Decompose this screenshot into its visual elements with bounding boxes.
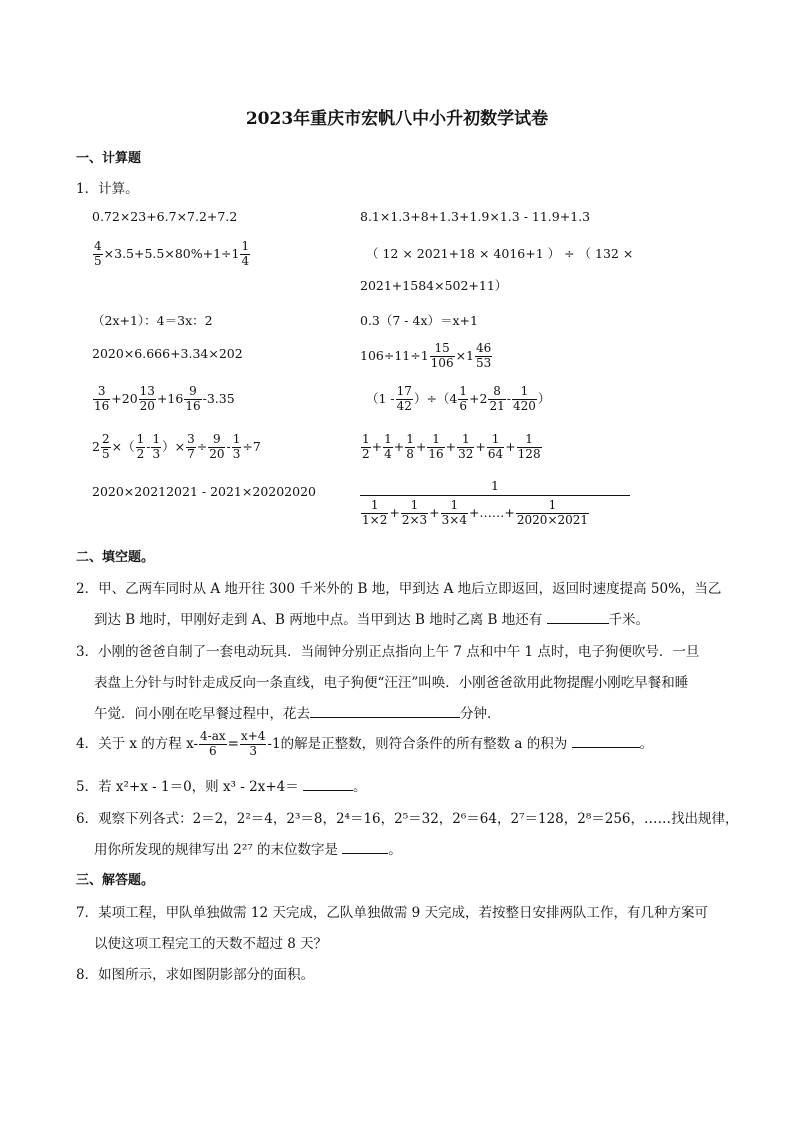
question-4: 4．关于 x 的方程 x- $\frac{4-ax}{6}$ = $\frac{x+4}{3}$ -1的解是正整数，则符合条件的所有整数 a 的积为 。: [76, 729, 653, 758]
fraction: $\frac{4}{5}$: [94, 239, 102, 268]
question-7-line1: 7．某项工程，甲队单独做需 12 天完成，乙队单独做需 9 天完成，若按整日安排两队工作，有几种方案可: [76, 905, 709, 921]
fraction: $\frac{46}{53}$: [476, 341, 492, 370]
question-2-line2: 到达 B 地时，甲刚好走到 A、B 两地中点。当甲到达 B 地时乙离 B 地还有 千米。: [94, 612, 650, 628]
q1-right-expr-c: 0.3（7 - 4x）＝x+1: [360, 313, 478, 328]
fraction-bar: [360, 495, 630, 496]
fraction: $\frac{1}{4}$: [241, 239, 250, 268]
fraction: $\frac{2}{5}$: [101, 432, 110, 461]
q1-left-expr-g: 2020×20212021 - 2021×20202020: [92, 484, 316, 499]
question-6-line1: 6．观察下列各式：2＝2，2²＝4，2³＝8，2⁴＝16，2⁵＝32，2⁶＝64，2⁷＝128，2⁸＝256，……找出规律，: [76, 811, 739, 827]
fraction: $\frac{9}{20}$: [209, 432, 225, 461]
question-5: 5．若 x²+x - 1＝0，则 x³ - 2x+4＝ 。: [76, 779, 367, 795]
answer-blank[interactable]: [310, 704, 460, 718]
q1-left-expr-f: 2 $\frac{2}{5}$ ×（ $\frac{1}{2}$ - $\frac{1}{3}$ ）× $\frac{3}{7}$ ÷ $\frac{9}{20}$ - $\frac{1}{3}$ ÷7: [92, 432, 261, 461]
answer-blank[interactable]: [342, 840, 388, 854]
fraction: $\frac{1}{4}$: [384, 432, 392, 461]
q1-right-expr-b-line1: （ 12 × 2021+18 × 4016+1 ） ÷ （ 132 ×: [366, 246, 634, 261]
fraction: $\frac{13}{20}$: [139, 384, 155, 413]
fraction: $\frac{1}{6}$: [459, 384, 468, 413]
fraction: $\frac{1}{32}$: [458, 432, 474, 461]
fraction: $\frac{15}{106}$: [430, 341, 454, 370]
fraction: $\frac{1}{2}$: [136, 432, 145, 461]
q1-right-expr-b-line2: 2021+1584×502+11）: [360, 278, 508, 293]
q1-right-expr-f: $\frac{1}{2}$ + $\frac{1}{4}$ + $\frac{1}{8}$ + $\frac{1}{16}$ + $\frac{1}{32}$ + $\frac{1}{64}$ + $\frac{1}{128}$: [362, 432, 541, 461]
question-3-line2: 表盘上分针与时针走成反向一条直线，电子狗便“汪汪”叫唤．小刚爸爸欲用此物提醒小刚吃早餐和睡: [94, 675, 689, 691]
question-3-line3: 午觉．问小刚在吃早餐过程中，花去 分钟．: [94, 706, 501, 722]
answer-blank[interactable]: [572, 734, 640, 748]
q1-left-expr-d: 2020×6.666+3.34×202: [92, 346, 243, 361]
q1-right-expr-d: 106÷11÷1 $\frac{15}{106}$ ×1 $\frac{46}{53}$: [360, 341, 492, 370]
section-heading-fill-in: 二、填空题。: [76, 550, 155, 565]
fraction: $\frac{1}{1\times 2}$: [362, 498, 388, 527]
q1-right-expr-g-denominator: $\frac{1}{1\times 2}$ + $\frac{1}{2\times 3}$ + $\frac{1}{3\times 4}$ +……+ $\frac{1}{2020\times 2021}$: [362, 498, 589, 527]
fraction: $\frac{1}{128}$: [517, 432, 541, 461]
fraction: $\frac{1}{2020\times 2021}$: [516, 498, 589, 527]
q1-right-expr-a: 8.1×1.3+8+1.3+1.9×1.3 - 11.9+1.3: [360, 209, 591, 224]
q1-right-expr-e: （1 - $\frac{17}{42}$ ）÷（4 $\frac{1}{6}$ +2 $\frac{8}{21}$ - $\frac{1}{420}$ ）: [366, 384, 551, 413]
fraction: $\frac{1}{2}$: [362, 432, 370, 461]
fraction: $\frac{1}{64}$: [487, 432, 504, 461]
q1-left-expr-b: $\frac{4}{5}$ ×3.5+5.5×80%+1÷1 $\frac{1}{4}$: [94, 239, 250, 268]
answer-blank[interactable]: [303, 777, 353, 791]
q1-left-expr-a: 0.72×23+6.7×7.2+7.2: [92, 209, 238, 224]
section-heading-calculation: 一、计算题: [76, 151, 142, 166]
fraction: $\frac{1}{3}$: [232, 432, 241, 461]
q1-left-expr-c: （2x+1）：4＝3x：2: [92, 313, 213, 328]
q1-right-expr-g-numerator: 1: [491, 478, 499, 493]
fraction: $\frac{17}{42}$: [396, 384, 412, 413]
fraction: $\frac{3}{16}$: [94, 384, 110, 413]
question-7-line2: 以使这项工程完工的天数不超过 8 天？: [94, 936, 328, 952]
question-6-line2: 用你所发现的规律写出 2²⁷ 的末位数字是 。: [94, 842, 402, 858]
q1-left-expr-e: $\frac{3}{16}$ +20 $\frac{13}{20}$ +16 $\frac{9}{16}$ -3.35: [94, 384, 235, 413]
question-8: 8．如图所示，求如图阴影部分的面积。: [76, 967, 315, 983]
page-title: 2023年重庆市宏帆八中小升初数学试卷: [245, 109, 549, 129]
fraction: $\frac{1}{16}$: [428, 432, 444, 461]
fraction: $\frac{x+4}{3}$: [240, 729, 266, 758]
fraction: $\frac{1}{3\times 4}$: [441, 498, 467, 527]
fraction: $\frac{3}{7}$: [187, 432, 195, 461]
fraction: $\frac{8}{21}$: [489, 384, 505, 413]
fraction: $\frac{1}{420}$: [512, 384, 536, 413]
fraction: $\frac{1}{8}$: [406, 432, 414, 461]
answer-blank[interactable]: [547, 610, 609, 624]
fraction: $\frac{9}{16}$: [185, 384, 201, 413]
fraction: $\frac{1}{3}$: [152, 432, 161, 461]
fraction: $\frac{4-ax}{6}$: [200, 729, 226, 758]
question-3-line1: 3．小刚的爸爸自制了一套电动玩具．当闹钟分别正点指向上午 7 点和中午 1 点时，电子狗便吹号．一旦: [76, 644, 700, 660]
question-2-line1: 2．甲、乙两车同时从 A 地开往 300 千米外的 B 地，甲到达 A 地后立即返回，返回时速度提高 50%，当乙: [76, 581, 722, 597]
fraction: $\frac{1}{2\times 3}$: [401, 498, 428, 527]
section-heading-solutions: 三、解答题。: [76, 873, 155, 888]
question-1-label: 1．计算。: [76, 181, 139, 197]
